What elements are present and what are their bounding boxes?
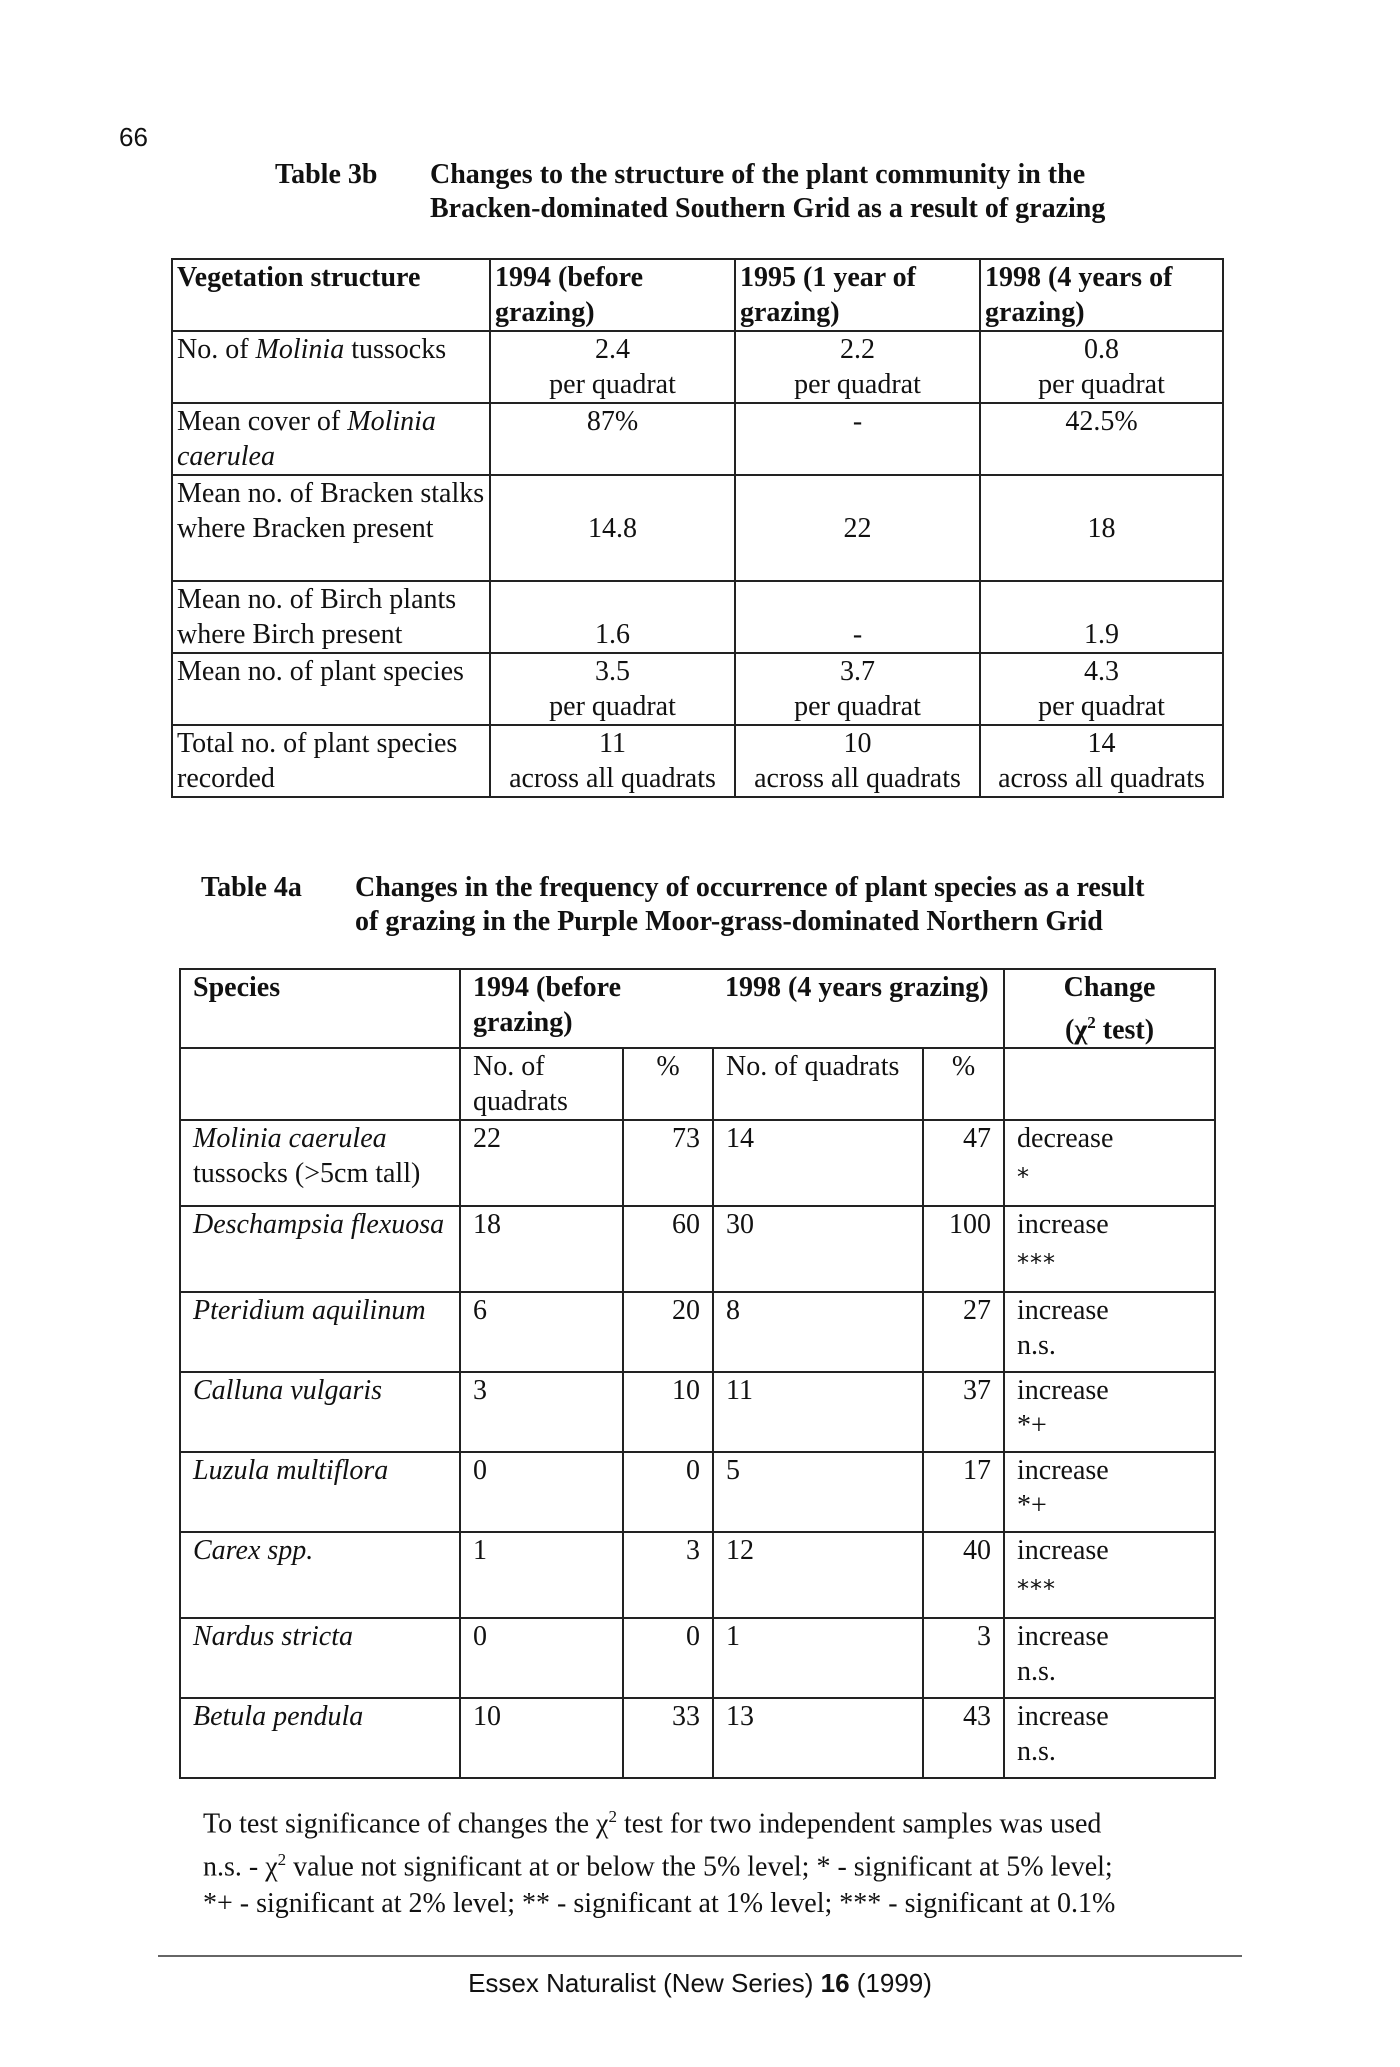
row-label: Mean no. of plant species [172, 653, 490, 725]
table-cell: 1 [460, 1532, 623, 1618]
journal-year: (1999) [856, 1968, 932, 1998]
table-row [180, 1292, 1215, 1372]
table-cell: 12 [713, 1532, 923, 1618]
column-header: Change ($\chi^2$ test) [1004, 969, 1215, 1048]
change-cell: increase n.s. [1004, 1618, 1215, 1698]
table-row [172, 653, 1223, 725]
table-cell: 3 [623, 1532, 713, 1618]
table-cell [180, 1048, 460, 1120]
footer-divider [158, 1955, 1242, 1957]
table-cell: 14.8 [490, 475, 735, 581]
column-header: 1998 (4 years of grazing) [980, 259, 1223, 331]
table-cell: 0 [623, 1618, 713, 1698]
table-cell: 18 [460, 1206, 623, 1292]
footnote-line-1: To test significance of changes the $\chi^2$ test for two independent samples was used [203, 1807, 1102, 1840]
journal-name: Essex Naturalist (New Series) [468, 1968, 814, 1998]
table-row [172, 475, 1223, 581]
table-row [172, 725, 1223, 797]
table-row [180, 1206, 1215, 1292]
table-cell: - [735, 581, 980, 653]
table-cell: 27 [923, 1292, 1004, 1372]
page-number: 66 [119, 122, 148, 152]
table-3b-label: Table 3b [275, 159, 378, 190]
table-cell: 0 [623, 1452, 713, 1532]
species-cell: Luzula multiflora [180, 1452, 460, 1532]
table-4a-label: Table 4a [201, 872, 302, 903]
row-label: Mean no. of Birch plants where Birch present [172, 581, 490, 653]
table-cell: 13 [713, 1698, 923, 1778]
journal-footer [0, 1968, 1400, 1999]
table-cell: 22 [735, 475, 980, 581]
table-cell: 3.7 per quadrat [735, 653, 980, 725]
table-4a-caption [201, 871, 1211, 941]
table-3b-caption [275, 158, 1175, 228]
column-subheader: % [623, 1048, 713, 1120]
species-cell: Pteridium aquilinum [180, 1292, 460, 1372]
table-row [180, 1372, 1215, 1452]
table-row [172, 403, 1223, 475]
change-cell: increase *** [1004, 1206, 1215, 1292]
row-label: Mean cover of Molinia caerulea [172, 403, 490, 475]
table-cell: 10 [623, 1372, 713, 1452]
column-header: 1994 (before grazing) [460, 969, 713, 1048]
table-cell: 30 [713, 1206, 923, 1292]
row-label: Total no. of plant species recorded [172, 725, 490, 797]
table-cell: 43 [923, 1698, 1004, 1778]
table-row [180, 1698, 1215, 1778]
table-cell: 10 across all quadrats [735, 725, 980, 797]
change-cell: increase *+ [1004, 1372, 1215, 1452]
table-row [172, 259, 1223, 331]
table-row [180, 1618, 1215, 1698]
table-cell: 5 [713, 1452, 923, 1532]
table-row [172, 331, 1223, 403]
table-row [180, 1452, 1215, 1532]
table-cell: 100 [923, 1206, 1004, 1292]
table-cell [1004, 1048, 1215, 1120]
footnote [203, 1799, 1203, 1922]
table-row [172, 581, 1223, 653]
column-header: 1994 (before grazing) [490, 259, 735, 331]
table-cell: 14 [713, 1120, 923, 1206]
table-cell: 37 [923, 1372, 1004, 1452]
table-row [180, 1120, 1215, 1206]
species-cell: Nardus stricta [180, 1618, 460, 1698]
table-row [180, 1532, 1215, 1618]
table-3b-title-line-1: Changes to the structure of the plant community in the [430, 159, 1086, 190]
row-label: No. of Molinia tussocks [172, 331, 490, 403]
table-cell: 22 [460, 1120, 623, 1206]
footnote-line-3: *+ - significant at 2% level; ** - significant at 1% level; *** - significant at 0.1% [203, 1887, 1116, 1919]
table-cell: 60 [623, 1206, 713, 1292]
table-cell: 3.5 per quadrat [490, 653, 735, 725]
change-cell: increase *** [1004, 1532, 1215, 1618]
table-cell: 14 across all quadrats [980, 725, 1223, 797]
table-cell: 3 [460, 1372, 623, 1452]
column-subheader: % [923, 1048, 1004, 1120]
change-cell: increase n.s. [1004, 1698, 1215, 1778]
species-cell: Carex spp. [180, 1532, 460, 1618]
table-cell: 4.3 per quadrat [980, 653, 1223, 725]
row-label: Mean no. of Bracken stalks where Bracken present [172, 475, 490, 581]
table-cell: 1 [713, 1618, 923, 1698]
table-cell: 73 [623, 1120, 713, 1206]
column-header: 1995 (1 year of grazing) [735, 259, 980, 331]
table-cell: 1.9 [980, 581, 1223, 653]
table-cell: 0 [460, 1452, 623, 1532]
table-cell: 18 [980, 475, 1223, 581]
change-cell: increase *+ [1004, 1452, 1215, 1532]
table-cell: 87% [490, 403, 735, 475]
table-cell: 17 [923, 1452, 1004, 1532]
species-cell: Molinia caerulea tussocks (>5cm tall) [180, 1120, 460, 1206]
table-cell: 3 [923, 1618, 1004, 1698]
table-4a [179, 968, 1216, 1779]
table-3b [171, 258, 1224, 798]
journal-volume: 16 [820, 1968, 850, 1998]
table-4a-title-line-2: of grazing in the Purple Moor-grass-dominated Northern Grid [355, 906, 1103, 937]
table-3b-title-line-2: Bracken-dominated Southern Grid as a result of grazing [430, 193, 1106, 224]
table-cell: 6 [460, 1292, 623, 1372]
table-cell: 40 [923, 1532, 1004, 1618]
table-row [180, 1048, 1215, 1120]
table-cell: 47 [923, 1120, 1004, 1206]
column-header: Vegetation structure [172, 259, 490, 331]
table-cell: 42.5% [980, 403, 1223, 475]
change-cell: increase n.s. [1004, 1292, 1215, 1372]
species-cell: Calluna vulgaris [180, 1372, 460, 1452]
table-cell: 8 [713, 1292, 923, 1372]
table-cell: 0.8 per quadrat [980, 331, 1223, 403]
species-cell: Betula pendula [180, 1698, 460, 1778]
footnote-line-2: n.s. - $\chi^2$ value not significant at or below the 5% level; * - significant at 5% level; [203, 1850, 1113, 1883]
table-cell: 2.4 per quadrat [490, 331, 735, 403]
table-cell: 11 [713, 1372, 923, 1452]
table-cell: 20 [623, 1292, 713, 1372]
table-4a-title-line-1: Changes in the frequency of occurrence of plant species as a result [355, 872, 1145, 903]
column-subheader: No. of quadrats [460, 1048, 623, 1120]
table-cell: 33 [623, 1698, 713, 1778]
column-header: 1998 (4 years grazing) [713, 969, 1004, 1048]
change-cell: decrease * [1004, 1120, 1215, 1206]
table-cell: 2.2 per quadrat [735, 331, 980, 403]
table-cell: 11 across all quadrats [490, 725, 735, 797]
column-subheader: No. of quadrats [713, 1048, 923, 1120]
species-cell: Deschampsia flexuosa [180, 1206, 460, 1292]
table-cell: 0 [460, 1618, 623, 1698]
table-cell: 10 [460, 1698, 623, 1778]
table-cell: 1.6 [490, 581, 735, 653]
table-cell: - [735, 403, 980, 475]
column-header: Species [180, 969, 460, 1048]
table-row [180, 969, 1215, 1048]
